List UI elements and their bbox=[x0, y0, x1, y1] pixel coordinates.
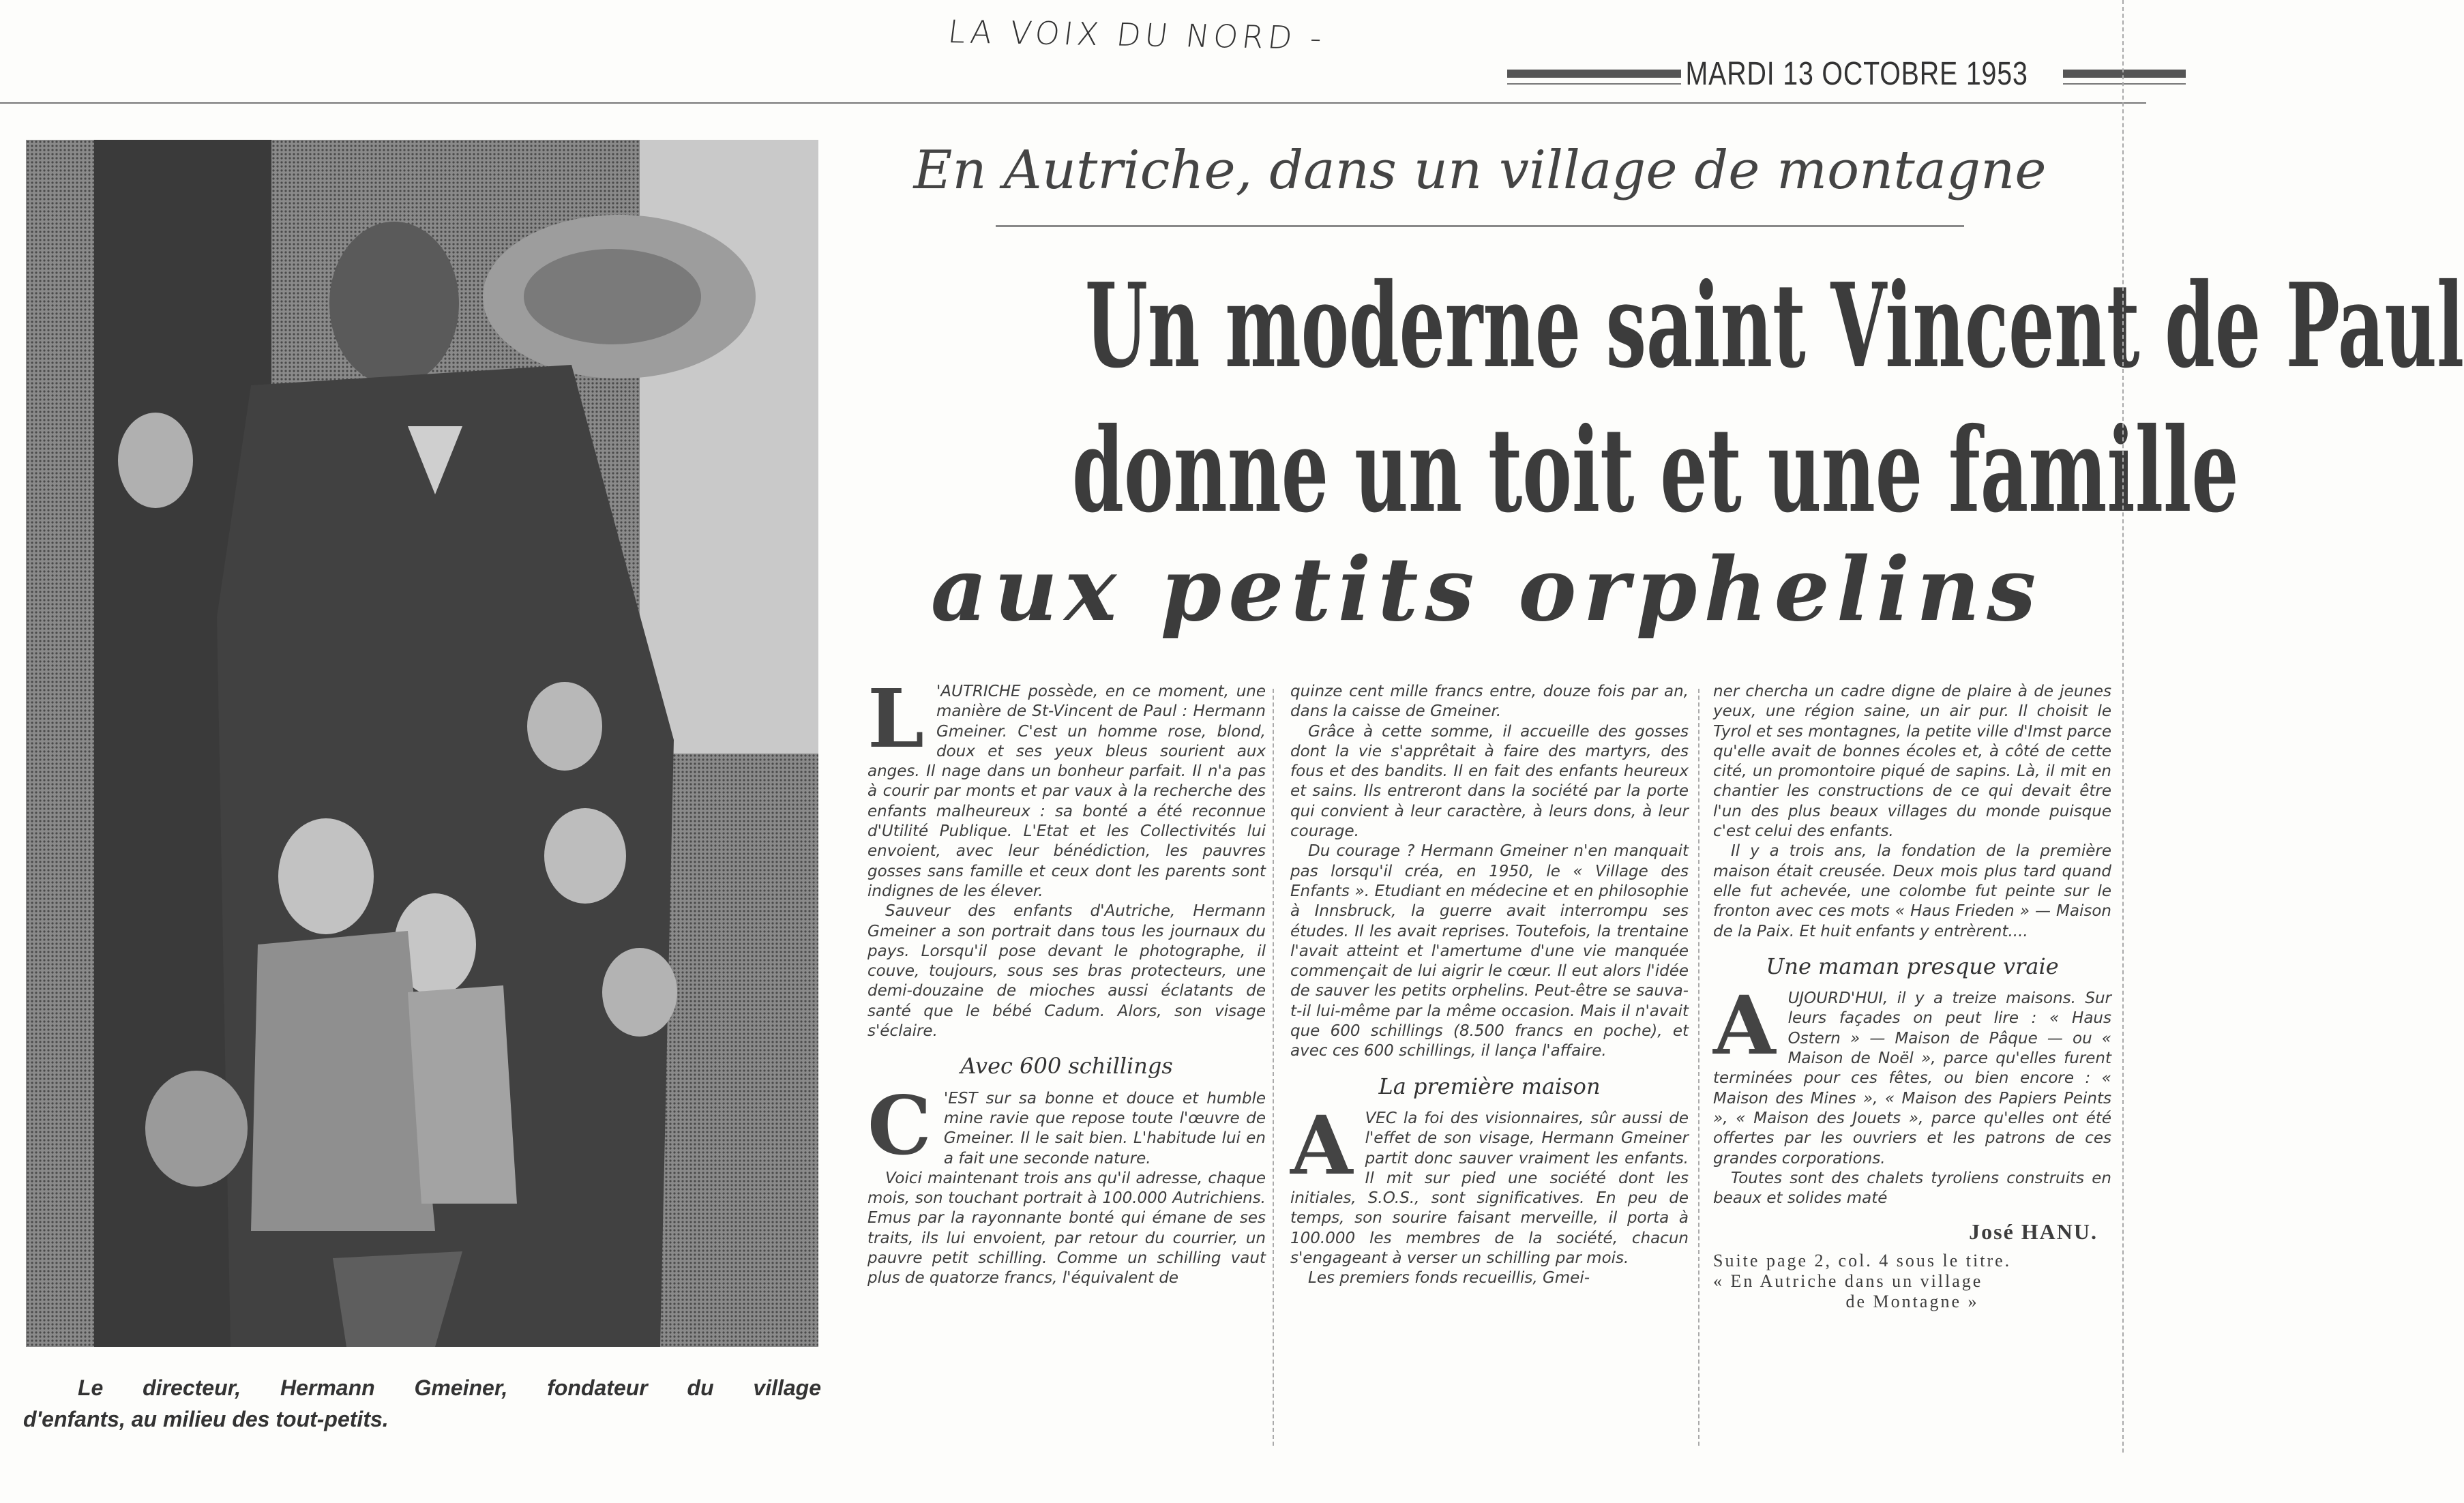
paragraph-text: 'AUTRICHE possède, en ce moment, une manière de St-Vincent de Paul : Hermann Gmeiner. C'est un homme rose, blond, doux et ses yeux bleus sourient aux anges. Il nage dans un bonheur parfait. Il n'a pas à courir par monts et par vaux à la recherche des enfants malheureux : sa bonté a été reconnue d'Utilité Publique. L'Etat et les Collectivités lui envoient, avec leur bénédiction, les pauvres gosses sans famille et ceux dont les parents sont indignes de les élever. bbox=[867, 683, 1266, 900]
paragraph: Voici maintenant trois ans qu'il adresse, chaque mois, son touchant portrait à 100.000 Autrichiens. Emus par la rayonnante bonté qui émane de ses traits, ils lui envoient, par retour du courrier, un pauvre petit schilling. Comme un schilling vaut plus de quatorze francs, l'équivalent de bbox=[867, 1169, 1266, 1288]
decorative-rule bbox=[1507, 70, 1681, 78]
photo-caption bbox=[23, 1372, 821, 1435]
paragraph-text: UJOURD'HUI, il y a treize maisons. Sur leurs façades on peut lire : « Haus Ostern » — Maison de Pâque — ou « Maison de Noël », parce qu'elles furent terminées pour ces fêtes, ou bien encore : « Maison des Mines », « Maison des Papiers Peints », « Maison des Jouets », parce qu'elles ont été offertes par les ouvriers et les patrons de ces grandes corporations. bbox=[1713, 989, 2111, 1167]
publication-date: MARDI 13 OCTOBRE 1953 bbox=[1685, 55, 2028, 92]
paragraph bbox=[1713, 978, 2111, 1169]
article-photo bbox=[26, 140, 818, 1347]
continuation-note bbox=[1713, 1251, 2111, 1312]
paragraph: quinze cent mille francs entre, douze fois par an, dans la caisse de Gmeiner. bbox=[1290, 683, 1689, 721]
drop-cap: A bbox=[1713, 978, 1776, 1073]
decorative-rule bbox=[2063, 70, 2186, 78]
paragraph: Sauveur des enfants d'Autriche, Hermann Gmeiner a son portrait dans tous les journaux du pays. Lorsqu'il pose devant le photographe, il couve, toujours, sous ses bras protecteurs, une demi-douzaine de mioches aussi éclatants de santé que le bébé Cadum. Alors, son visage s'éclaire. bbox=[867, 902, 1266, 1041]
drop-cap: A bbox=[1290, 1097, 1353, 1193]
subheading: Avec 600 schillings bbox=[960, 1053, 1173, 1080]
article-column-3 bbox=[1713, 682, 2111, 1312]
caption-line-1: Le directeur, Hermann Gmeiner, fondateur du village bbox=[78, 1375, 821, 1400]
column-divider bbox=[1273, 689, 1274, 1446]
photo-halftone-image bbox=[26, 140, 818, 1347]
paragraph: Du courage ? Hermann Gmeiner n'en manquait pas lorsqu'il créa, en 1950, le « Village des Enfants ». Etudiant en médecine et en philosophie à Innsbruck, la guerre avait interrompu ses études. Il les avait reprises. Toutefois, la trentaine l'avait atteint et l'amertume d'une vie manquée commençait de lui aigrir le cœur. Il eut alors l'idée de sauver les petits orphelins. Peut-être se sauva-t-il lui-même par la même occasion. Mais il n'avait que 600 schillings (8.500 francs en poche), et avec ces 600 schillings, il lança l'affaire. bbox=[1290, 842, 1689, 1060]
handwritten-newspaper-name: LA VOIX DU NORD - bbox=[946, 13, 1329, 57]
article-column-2 bbox=[1290, 682, 1689, 1289]
paragraph: Il y a trois ans, la fondation de la première maison était creusée. Deux mois plus tard quand elle fut achevée, une colombe fut peinte sur le fronton avec ces mots « Haus Frieden » — Maison de la Paix. Et huit enfants y entrèrent.... bbox=[1713, 842, 2111, 940]
dateline bbox=[1507, 55, 2141, 93]
subheading: Une maman presque vraie bbox=[1766, 953, 2059, 979]
paragraph: Toutes sont des chalets tyroliens construits en beaux et solides maté bbox=[1713, 1169, 2111, 1208]
continuation-line: de Montagne » bbox=[1845, 1291, 1979, 1311]
paragraph-text: 'EST sur sa bonne et douce et humble mine ravie que repose toute l'œuvre de Gmeiner. Il le sait bien. L'habitude lui en a fait une seconde nature. bbox=[943, 1089, 1266, 1167]
paragraph bbox=[867, 1077, 1266, 1173]
right-page-edge-rule bbox=[2122, 0, 2124, 1453]
column-divider bbox=[1698, 689, 1699, 1446]
paragraph bbox=[1290, 1097, 1689, 1268]
continuation-line: Suite page 2, col. 4 sous le titre. bbox=[1713, 1250, 2012, 1270]
paragraph: ner chercha un cadre digne de plaire à de jeunes yeux, une région saine, un air pur. Il choisit le Tyrol et ses montagnes, la petite ville d'Imst parce qu'elle avait de bonnes écoles et, à côté de cette cité, un promontoire piqué de sapins. Là, il mit en chantier les constructions de ce qui devait être l'un des plus beaux villages du monde puisque c'est celui des enfants. bbox=[1713, 683, 2111, 841]
paragraph-text: VEC la foi des visionnaires, sûr aussi de l'effet de son visage, Hermann Gmeiner partit donc sauver vraiment les enfants. Il mit sur pied une société dont les initiales, S.O.S., sont significatives. En peu de temps, son sourire faisant merveille, il porta à 100.000 les membres de la société, chacun s'engageant à verser un schilling par mois. bbox=[1290, 1109, 1689, 1268]
drop-cap: L bbox=[867, 671, 924, 766]
paragraph bbox=[867, 671, 1266, 902]
caption-line-2: d'enfants, au milieu des tout-petits. bbox=[23, 1407, 389, 1431]
author-signature: José HANU. bbox=[1969, 1219, 2098, 1245]
article-column-1 bbox=[867, 671, 1266, 1289]
headline-line-3: aux petits orphelins bbox=[930, 539, 2043, 641]
drop-cap: C bbox=[867, 1077, 932, 1173]
kicker-rule bbox=[996, 225, 1964, 227]
headline-line-1: Un moderne saint Vincent de Paul bbox=[1085, 258, 2464, 394]
page-top-rule bbox=[0, 102, 2146, 104]
paragraph: Grâce à cette somme, il accueille des gosses dont la vie s'apprêtait à faire des martyrs, des fous et des bandits. Il en fait des enfants heureux et sains. Ils entreront dans la société par la porte qui convient à leur caractère, à leurs dons, à leur courage. bbox=[1290, 722, 1689, 841]
continuation-line: « En Autriche dans un village bbox=[1713, 1270, 1983, 1291]
headline-kicker: En Autriche, dans un village de montagne bbox=[913, 140, 2047, 201]
headline-line-2: donne un toit et une famille bbox=[1072, 402, 2239, 539]
subheading: La première maison bbox=[1378, 1073, 1601, 1099]
paragraph: Les premiers fonds recueillis, Gmei- bbox=[1308, 1269, 1590, 1288]
